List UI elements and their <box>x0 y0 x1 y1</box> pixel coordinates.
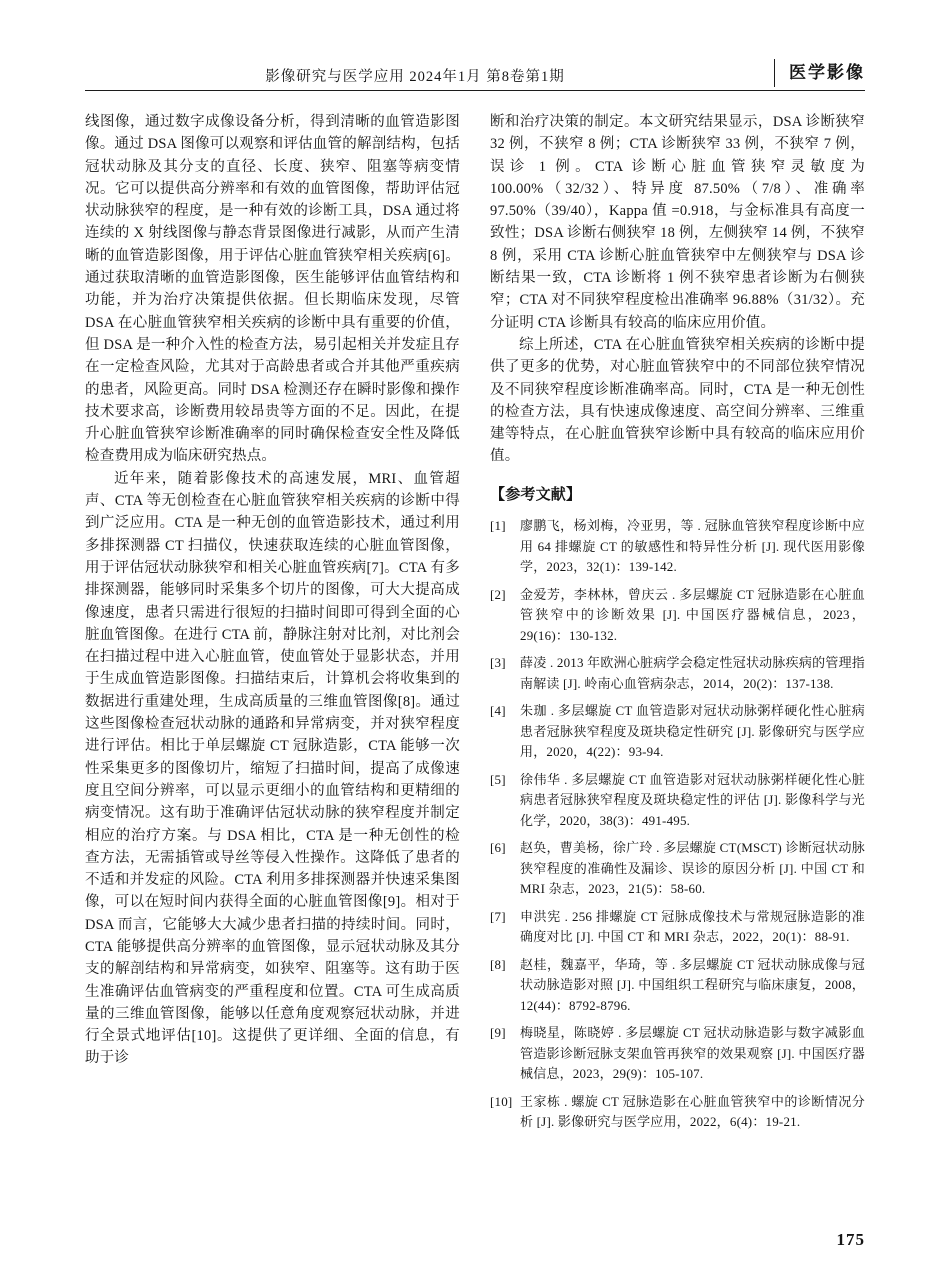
journal-issue-line: 影像研究与医学应用 2024年1月 第8卷第1期 <box>265 69 565 85</box>
reference-item <box>490 907 865 948</box>
paragraph: 断和治疗决策的制定。本文研究结果显示，DSA 诊断狭窄 32 例，不狭窄 8 例；CTA 诊断狭窄 33 例，不狭窄 7 例，误诊 1 例。CTA 诊断心脏血管狭窄灵敏度为 100.00%（32/32）、特异度 87.50%（7/8）、准确率 97.50%（39/40），Kappa 值 =0.918，与金标准具有高度一致性；DSA 诊断右侧狭窄 18 例，左侧狭窄 14 例，不狭窄 8 例，采用 CTA 诊断心脏血管狭窄中左侧狭窄与 DSA 诊断结果一致，CTA 诊断将 1 例不狭窄患者诊断为右侧狭窄；CTA 对不同狭窄程度检出准确率 96.88%（31/32）。充分证明 CTA 诊断具有较高的临床应用价值。 <box>490 114 865 331</box>
reference-number: [2] <box>490 586 506 602</box>
reference-number: [8] <box>490 956 506 972</box>
reference-item <box>490 585 865 647</box>
reference-item <box>490 653 865 694</box>
reference-number: [7] <box>490 908 506 924</box>
reference-number: [1] <box>490 518 506 534</box>
paragraph: 近年来，随着影像技术的高速发展，MRI、血管超声、CTA 等无创检查在心脏血管狭窄相关疾病的诊断中得到广泛应用。CTA 是一种无创的血管造影技术，通过利用多排探测器 CT 扫描仪，快速获取连续的心脏血管图像，用于评估冠状动脉狭窄和相关心脏血管疾病[7]。CTA 有多排探测器，能够同时采集多个切片的图像，可大大提高成像速度，患者只需进行很短的扫描时间即可得到全面的心脏血管图像。在进行 CTA 前，静脉注射对比剂，对比剂会在扫描过程中进入心脏血管，使血管处于显影状态，并用于生成血管造影图像。扫描结束后，计算机会将收集到的数据进行重建处理，生成高质量的三维血管图像[8]。通过这些图像检查冠状动脉的通路和异常病变，并对狭窄程度进行评估。相比于单层螺旋 CT 冠脉造影，CTA 能够一次性采集更多的图像切片，缩短了扫描时间，提高了成像速度且空间分辨率，可以显示更细小的血管结构和更精细的病变情况。这有助于准确评估冠状动脉的狭窄程度并制定相应的治疗方案。与 DSA 相比，CTA 是一种无创性的检查方法，无需插管或导丝等侵入性操作。这降低了患者的不适和并发症的风险。CTA 利用多排探测器并快速采集图像，可以在短时间内获得全面的心脏血管图像[9]。相对于 DSA 而言，它能够大大减少患者扫描的持续时间。同时，CTA 能够提供高分辨率的血管图像，显示冠状动脉及其分支的解剖结构和异常病变，如狭窄、阻塞等。这有助于医生准确评估血管病变的严重程度和位置。CTA 可生成高质量的三维血管图像，能够以任意角度观察冠状动脉，并进行全景式地评估[10]。这提供了更详细、全面的信息，有助于诊 <box>85 470 460 1067</box>
reference-text: 申洪宪 . 256 排螺旋 CT 冠脉成像技术与常规冠脉造影的准确度对比 [J]. 中国 CT 和 MRI 杂志，2022，20(1)：88-91. <box>520 908 865 945</box>
reference-number: [4] <box>490 703 506 719</box>
reference-number: [6] <box>490 840 506 856</box>
reference-number: [5] <box>490 771 506 787</box>
reference-item <box>490 770 865 832</box>
reference-number: [9] <box>490 1025 506 1041</box>
paragraph: 线图像，通过数字成像设备分析，得到清晰的血管造影图像。通过 DSA 图像可以观察和评估血管的解剖结构，包括冠状动脉及其分支的直径、长度、狭窄、阻塞等病变情况。它可以提供高分辨率和有效的血管图像，帮助评估冠状动脉狭窄的程度，是一种有效的诊断工具，DSA 通过将连续的 X 射线图像与静态背景图像进行减影，从而产生清晰的血管造影图像，用于评估心脏血管狭窄相关疾病[6]。通过获取清晰的血管造影图像，医生能够评估血管结构和功能，并为治疗决策提供依据。但长期临床发现，尽管 DSA 在心脏血管狭窄相关疾病的诊断中具有重要的价值，但 DSA 是一种介入性的检查方法，易引起相关并发症且存在一定检查风险，尤其对于高龄患者或合并其他严重疾病的患者，风险更高。同时 DSA 检测还存在瞬时影像和操作技术要求高，诊断费用较昂贵等方面的不足。因此，在提升心脏血管狭窄诊断准确率的同时确保检查安全性及降低检查费用成为临床研究热点。 <box>85 114 460 465</box>
reference-text: 徐伟华 . 多层螺旋 CT 血管造影对冠状动脉粥样硬化性心脏病患者冠脉狭窄程度及斑块稳定性的评估 [J]. 影像科学与光化学，2020，38(3)：491-495. <box>520 771 865 828</box>
right-column <box>490 111 865 1140</box>
page-number: 175 <box>836 1230 865 1249</box>
paragraph: 综上所述，CTA 在心脏血管狭窄相关疾病的诊断中提供了更多的优势，对心脏血管狭窄中的不同部位狭窄情况及不同狭窄程度诊断准确率高。同时，CTA 是一种无创性的检查方法，具有快速成像速度、高空间分辨率、三维重建等特点，在心脏血管狭窄诊断中具有较高的临床应用价值。 <box>490 336 865 465</box>
reference-text: 廖鹏飞，杨刘梅，冷亚男，等 . 冠脉血管狭窄程度诊断中应用 64 排螺旋 CT 的敏感性和特异性分析 [J]. 现代医用影像学，2023，32(1)：139-142. <box>520 518 865 575</box>
reference-text: 朱珈 . 多层螺旋 CT 血管造影对冠状动脉粥样硬化性心脏病患者冠脉狭窄程度及斑块稳定性研究 [J]. 影像研究与医学应用，2020，4(22)：93-94. <box>520 703 865 760</box>
reference-text: 赵奂，曹美杨，徐广玲 . 多层螺旋 CT(MSCT) 诊断冠状动脉狭窄程度的准确性及漏诊、误诊的原因分析 [J]. 中国 CT 和 MRI 杂志，2023，21(5)：58-60. <box>520 840 865 897</box>
reference-number: [10] <box>490 1093 513 1109</box>
page-header <box>85 62 865 91</box>
section-label: 医学影像 <box>774 59 865 87</box>
reference-text: 王家栋 . 螺旋 CT 冠脉造影在心脏血管狭窄中的诊断情况分析 [J]. 影像研究与医学应用，2022，6(4)：19-21. <box>520 1093 865 1130</box>
reference-item <box>490 1023 865 1085</box>
reference-item <box>490 838 865 900</box>
reference-item <box>490 701 865 763</box>
reference-item <box>490 516 865 578</box>
body-columns <box>85 111 865 1140</box>
references-heading: 【参考文献】 <box>490 486 582 503</box>
reference-item <box>490 955 865 1017</box>
reference-text: 赵桂，魏嘉平，华琦，等 . 多层螺旋 CT 冠状动脉成像与冠状动脉造影对照 [J]. 中国组织工程研究与临床康复，2008，12(44)：8792-8796. <box>520 956 865 1013</box>
left-column <box>85 111 460 1140</box>
reference-number: [3] <box>490 655 506 671</box>
reference-text: 薛凌 . 2013 年欧洲心脏病学会稳定性冠状动脉疾病的管理指南解读 [J]. 岭南心血管病杂志，2014，20(2)：137-138. <box>520 655 865 691</box>
reference-text: 梅晓星，陈晓婷 . 多层螺旋 CT 冠状动脉造影与数字减影血管造影诊断冠脉支架血管再狭窄的效果观察 [J]. 中国医疗器械信息，2023，29(9)：105-107. <box>520 1025 865 1082</box>
reference-text: 金爱芳，李林林，曾庆云 . 多层螺旋 CT 冠脉造影在心脏血管狭窄中的诊断效果 [J]. 中国医疗器械信息，2023，29(16)：130-132. <box>520 586 865 643</box>
reference-item <box>490 1092 865 1133</box>
